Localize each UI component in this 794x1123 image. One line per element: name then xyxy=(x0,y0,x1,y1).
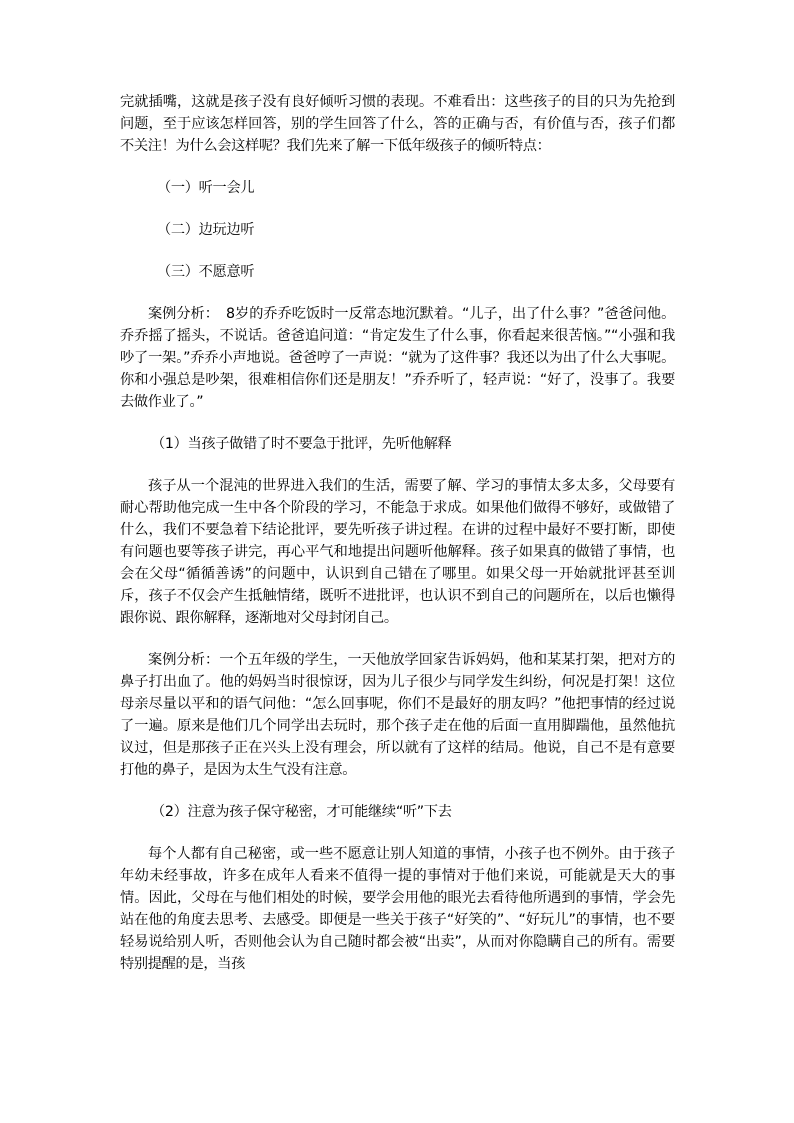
paragraph-case-analysis-2: 案例分析：一个五年级的学生，一天他放学回家告诉妈妈，他和某某打架，把对方的鼻子打出血了。他的妈妈当时很惊讶，因为儿子很少与同学发生纠纷，何况是打架！这位母亲尽量以平和的语气问他：“怎么回事呢，你们不是最好的朋友吗？”他把事情的经过说了一遍。原来是他们几个同学出去玩时，那个孩子走在他的后面一直用脚踹他，虽然他抗议过，但是那孩子正在兴头上没有理会，所以就有了这样的结局。他说，自己不是有意要打他的鼻子，是因为太生气没有注意。 xyxy=(120,652,675,778)
heading-listen-a-while: （一）听一会儿 xyxy=(157,180,255,196)
document-body xyxy=(120,91,675,995)
heading-play-and-listen: （二）边玩边听 xyxy=(157,222,255,238)
paragraph-secrets: 每个人都有自己秘密，或一些不愿意让别人知道的事情，小孩子也不例外。由于孩子年幼未经事故，许多在成年人看来不值得一提的事情对于他们来说，可能就是天大的事情。因此，父母在与他们相处的时候，要学会用他的眼光去看待他所遇到的事情，学会先站在他的角度去思考、去感受。即便是一些关于孩子“好笑的”、“好玩儿”的事情，也不要轻易说给别人听，否则他会认为自己随时都会被“出卖”，从而对你隐瞒自己的所有。需要特别提醒的是，当孩 xyxy=(120,846,675,972)
heading-unwilling-to-listen: （三）不愿意听 xyxy=(157,264,255,280)
heading-dont-rush-criticism: （1）当孩子做错了时不要急于批评，先听他解释 xyxy=(151,436,452,452)
paragraph-intro: 完就插嘴，这就是孩子没有良好倾听习惯的表现。不难看出：这些孩子的目的只为先抢到问题，至于应该怎样回答，别的学生回答了什么，答的正确与否，有价值与否，孩子们都不关注！为什么会这样呢？我们先来了解一下低年级孩子的倾听特点： xyxy=(120,94,675,154)
heading-keep-secrets: （2）注意为孩子保守秘密，才可能继续“听”下去 xyxy=(151,804,452,820)
paragraph-case-analysis-1: 案例分析： 8岁的乔乔吃饭时一反常态地沉默着。“儿子，出了什么事？”爸爸问他。乔乔摇了摇头，不说话。爸爸追问道：“肯定发生了什么事，你看起来很苦恼。”“小强和我吵了一架。”乔乔小声地说。爸爸哼了一声说：“就为了这件事？我还以为出了什么大事呢。你和小强总是吵架，很难相信你们还是朋友！”乔乔听了，轻声说：“好了，没事了。我要去做作业了。” xyxy=(120,306,675,410)
paragraph-explanation: 孩子从一个混沌的世界进入我们的生活，需要了解、学习的事情太多太多，父母要有耐心帮助他完成一生中各个阶段的学习，不能急于求成。如果他们做得不够好，或做错了什么，我们不要急着下结论批评，要先听孩子讲过程。在讲的过程中最好不要打断，即使有问题也要等孩子讲完，再心平气和地提出问题听他解释。孩子如果真的做错了事情，也会在父母“循循善诱”的问题中，认识到自己错在了哪里。如果父母一开始就批评甚至训斥，孩子不仅会产生抵触情绪，既听不进批评，也认识不到自己的问题所在，以后也懒得跟你说、跟你解释，逐渐地对父母封闭自己。 xyxy=(120,478,675,626)
